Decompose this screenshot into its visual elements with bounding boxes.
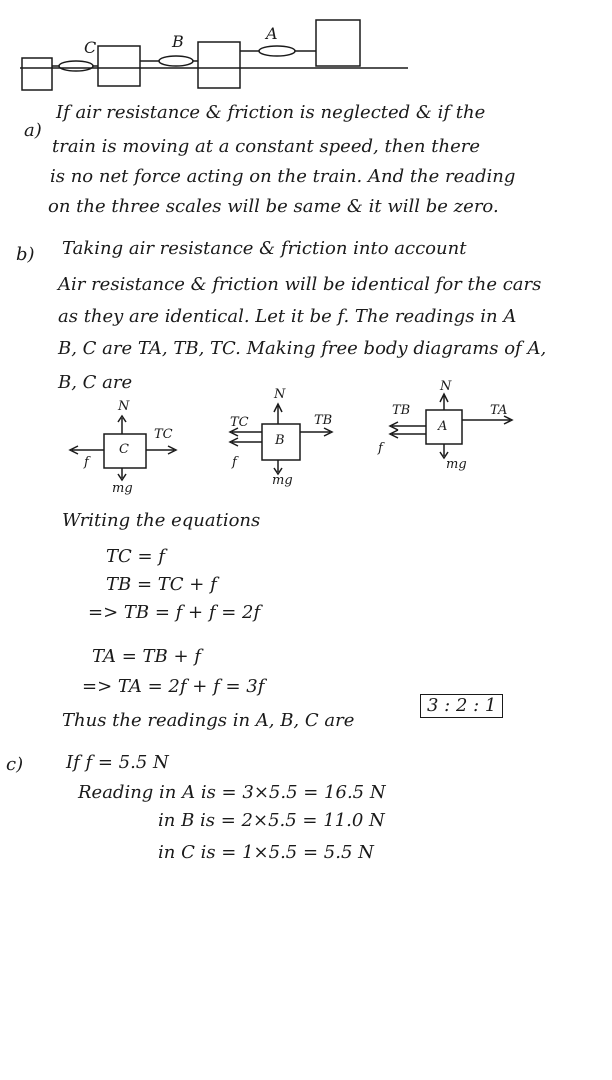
fbd-b-n: N (274, 387, 286, 402)
part-b-line-1: Taking air resistance & friction into account (62, 238, 467, 259)
part-a-line-4: on the three scales will be same & it will be zero. (48, 196, 499, 217)
fbd-b-t-right: TB (314, 413, 333, 428)
fbd-a-f: f (378, 441, 383, 456)
part-c-given: If f = 5.5 N (66, 752, 169, 773)
part-c-marker: c) (6, 754, 24, 775)
part-b-marker: b) (16, 244, 35, 265)
fbd-a-t-right: TA (490, 403, 508, 418)
part-c-row-a: Reading in A is = 3×5.5 = 16.5 N (78, 782, 386, 803)
part-b-line-2: Air resistance & friction will be identical for the cars (58, 274, 542, 295)
equation-3: => TB = f + f = 2f (88, 602, 261, 623)
part-a-line-2: train is moving at a constant speed, then there (52, 136, 480, 157)
fbd-a-n: N (440, 379, 452, 394)
equation-1: TC = f (106, 546, 165, 567)
equation-2: TB = TC + f (106, 574, 217, 595)
fbd-b-t-left: TC (230, 415, 249, 430)
part-b-line-4: B, C are TA, TB, TC. Making free body diagrams of A, (58, 338, 547, 359)
scale-b (159, 56, 193, 66)
equation-4: TA = TB + f (92, 646, 201, 667)
car-a-left (198, 42, 240, 88)
fbd-c-box-label: C (119, 442, 129, 457)
train-label-c: C (84, 38, 97, 57)
car-c (22, 58, 52, 90)
conclusion-text: Thus the readings in A, B, C are (62, 710, 355, 731)
equations-heading: Writing the equations (62, 510, 261, 531)
fbd-c-t: TC (154, 427, 173, 442)
fbd-a-mg: mg (446, 457, 467, 472)
part-c-row-b: in B is = 2×5.5 = 11.0 N (158, 810, 385, 831)
fbd-a-t-left: TB (392, 403, 411, 418)
fbd-b-mg: mg (272, 473, 293, 488)
fbd-b-f: f (232, 455, 237, 470)
part-a-line-3: is no net force acting on the train. And the reading (50, 166, 516, 187)
scale-a (259, 46, 295, 56)
part-c-row-c: in C is = 1×5.5 = 5.5 N (158, 842, 374, 863)
fbd-b-box-label: B (275, 433, 285, 448)
engine (316, 20, 360, 66)
part-a-line-1: If air resistance & friction is neglected & if the (56, 102, 486, 123)
fbd-c-f: f (84, 455, 89, 470)
car-b-left (98, 46, 140, 86)
part-b-line-3: as they are identical. Let it be f. The readings in A (58, 306, 517, 327)
fbd-a-box-label: A (438, 419, 448, 434)
fbd-c-n: N (118, 399, 130, 414)
train-label-a: A (266, 24, 278, 43)
fbd-c-mg: mg (112, 481, 133, 496)
answer-ratio: 3 : 2 : 1 (420, 694, 503, 718)
equation-5: => TA = 2f + f = 3f (82, 676, 265, 697)
part-a-marker: a) (24, 120, 42, 141)
train-label-b: B (172, 32, 184, 51)
part-b-line-5: B, C are (58, 372, 133, 393)
scale-c (59, 61, 93, 71)
